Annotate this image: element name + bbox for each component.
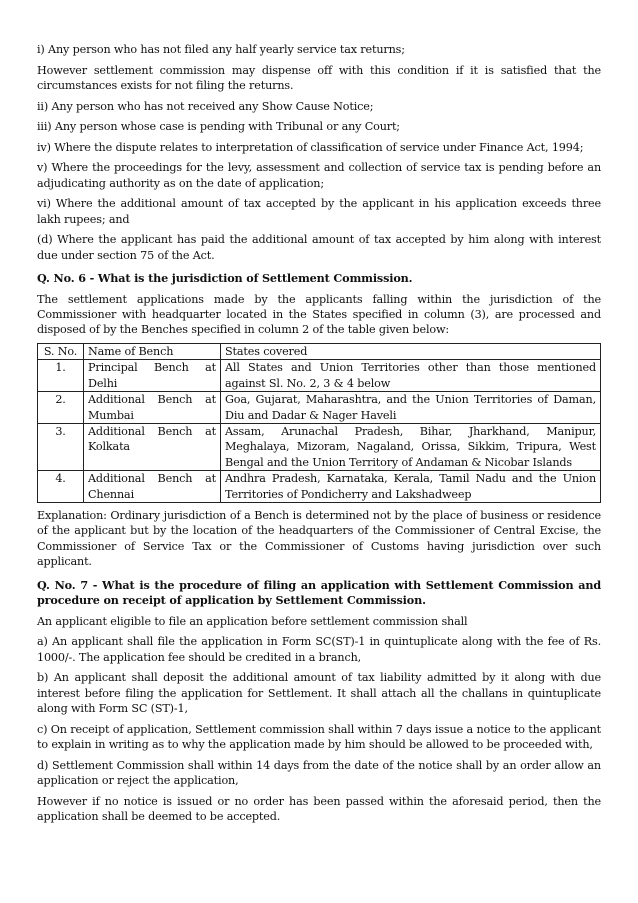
paragraph-dispense-note: However settlement commission may dispense off with this condition if it is satisfied that the circumstances exists for not filing the returns. (37, 63, 601, 92)
paragraph-condition-i: i) Any person who has not filed any half yearly service tax returns; (37, 43, 405, 56)
paragraph-condition-v: v) Where the proceedings for the levy, assessment and collection of service tax is pending before an adjudicating authority as on the date of application; (37, 161, 601, 190)
cell-states: All States and Union Territories other than those mentioned against Sl. No. 2, 3 & 4 below (221, 360, 601, 392)
paragraph-condition-iii: iii) Any person whose case is pending with Tribunal or any Court; (37, 120, 400, 134)
paragraph-condition-d: (d) Where the applicant has paid the additional amount of tax accepted by him along with interest due under section 75 of the Act. (37, 233, 601, 262)
bench-line-2: Kolkata (88, 440, 130, 454)
cell-sno: 3. (38, 424, 84, 471)
table-row (38, 424, 601, 471)
cell-sno: 1. (38, 360, 84, 392)
paragraph-condition-ii: ii) Any person who has not received any Show Cause Notice; (37, 99, 374, 113)
table-header-row (38, 344, 601, 360)
paragraph-condition-vi: vi) Where the additional amount of tax accepted by the applicant in his application exceeds three lakh rupees; and (37, 197, 601, 226)
bench-table (37, 343, 601, 503)
table-row (38, 392, 601, 424)
document-page (37, 42, 601, 830)
explanation-paragraph: Explanation: Ordinary jurisdiction of a Bench is determined not by the place of business or residence of the applicant but by the location of the headquarters of the Commissioner of Central Excise, the Commissioner of Service Tax or the Commissioner of Customs having jurisdiction over such applicant. (37, 509, 601, 569)
q7-deemed-acceptance: However if no notice is issued or no order has been passed within the aforesaid period, then the application shall be deemed to be accepted. (37, 794, 601, 823)
q6-heading: Q. No. 6 - What is the jurisdiction of Settlement Commission. (37, 271, 413, 286)
bench-line-1: Additional Bench at (88, 472, 216, 486)
cell-states: Goa, Gujarat, Maharashtra, and the Union Territories of Daman, Diu and Dadar & Nager Haveli (221, 392, 601, 424)
cell-sno: 2. (38, 392, 84, 424)
cell-bench (84, 471, 221, 503)
bench-line-2: Delhi (88, 376, 118, 390)
cell-states: Andhra Pradesh, Karnataka, Kerala, Tamil Nadu and the Union Territories of Pondicherry and Lakshadweep (221, 471, 601, 503)
q7-intro: An applicant eligible to file an application before settlement commission shall (37, 614, 468, 628)
header-states: States covered (221, 344, 601, 360)
cell-sno: 4. (38, 471, 84, 503)
bench-line-2: Mumbai (88, 408, 134, 422)
table-row (38, 360, 601, 392)
cell-bench (84, 424, 221, 471)
q7-step-b: b) An applicant shall deposit the additional amount of tax liability admitted by it along with due interest before filing the application for Settlement. It shall attach all the challans in quintuplicate along with Form SC (ST)-1, (37, 671, 601, 715)
q7-heading: Q. No. 7 - What is the procedure of filing an application with Settlement Commission and procedure on receipt of application by Settlement Commission. (37, 577, 601, 608)
header-bench: Name of Bench (84, 344, 221, 360)
bench-line-2: Chennai (88, 487, 134, 501)
bench-line-1: Principal Bench at (88, 361, 216, 375)
q7-step-a: a) An applicant shall file the application in Form SC(ST)-1 in quintuplicate along with the fee of Rs. 1000/-. The application fee should be credited in a branch, (37, 635, 601, 664)
cell-bench (84, 360, 221, 392)
bench-line-1: Additional Bench at (88, 425, 216, 439)
header-sno: S. No. (38, 344, 84, 360)
q6-intro: The settlement applications made by the applicants falling within the jurisdiction of the Commissioner with headquarter located in the States specified in column (3), are processed and disposed of by the Benches specified in column 2 of the table given below: (37, 292, 601, 337)
bench-line-1: Additional Bench at (88, 393, 216, 407)
cell-bench (84, 392, 221, 424)
cell-states: Assam, Arunachal Pradesh, Bihar, Jharkhand, Manipur, Meghalaya, Mizoram, Nagaland, Orissa, Sikkim, Tripura, West Bengal and the Union Territory of Andaman & Nicobar Islands (221, 424, 601, 471)
table-row (38, 471, 601, 503)
paragraph-condition-iv: iv) Where the dispute relates to interpretation of classification of service under Finance Act, 1994; (37, 140, 584, 154)
q7-step-d: d) Settlement Commission shall within 14 days from the date of the notice shall by an order allow an application or reject the application, (37, 758, 601, 787)
q7-step-c: c) On receipt of application, Settlement commission shall within 7 days issue a notice to the applicant to explain in writing as to why the application made by him should be allowed to be proceeded with, (37, 722, 601, 751)
